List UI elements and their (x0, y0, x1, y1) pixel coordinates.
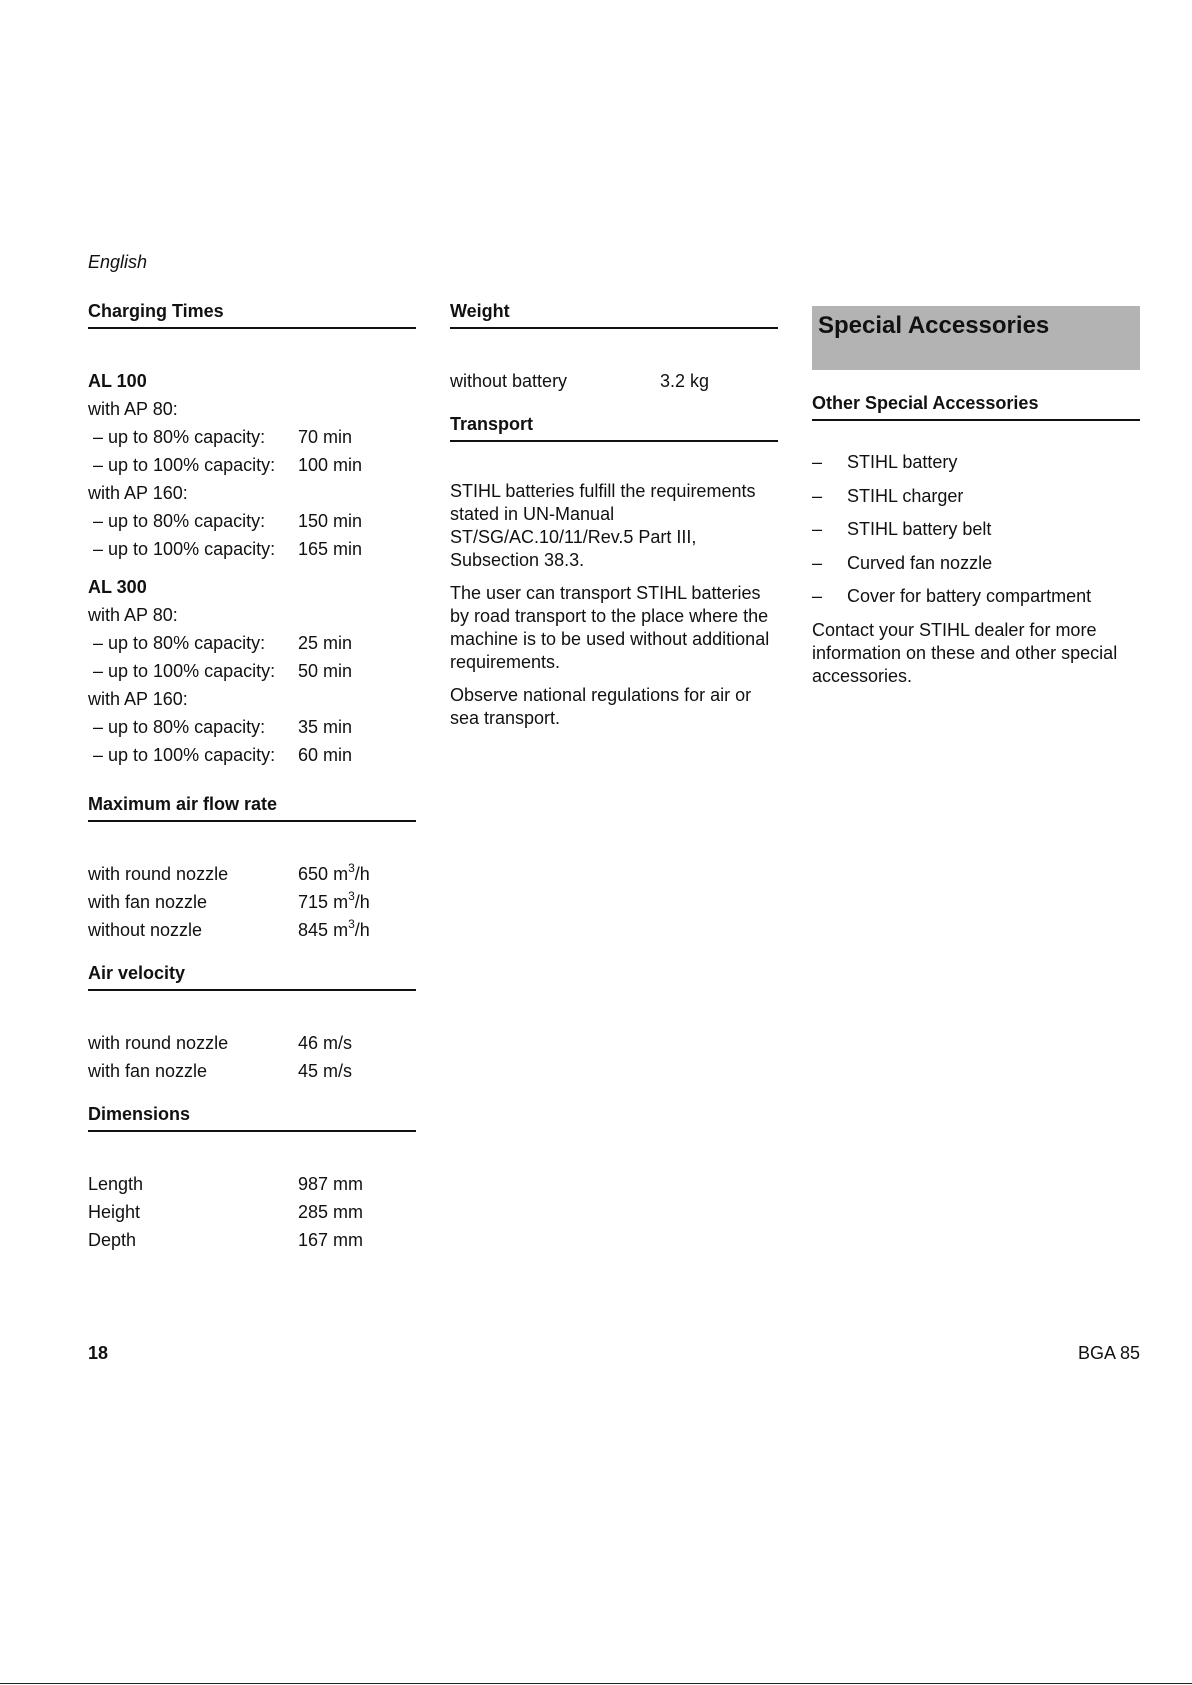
velocity-value: 45 m/s (298, 1061, 353, 1081)
dimension-value: 285 mm (298, 1202, 364, 1222)
airflow-heading: Maximum air flow rate (88, 793, 416, 822)
charging-label: with AP 160: (88, 483, 188, 503)
model-name: BGA 85 (1077, 1343, 1140, 1363)
charging-row (88, 423, 416, 451)
charging-value: 70 min (298, 427, 353, 447)
airflow-number: 845 (298, 920, 329, 940)
airflow-table (88, 860, 416, 944)
charging-label: – up to 100% capacity: (93, 745, 276, 765)
transport-paragraph: STIHL batteries fulfill the requirements stated in UN-Manual ST/SG/AC.10/11/Rev.5 Part III, Subsection 38.3. (450, 481, 756, 570)
accessory-item (812, 518, 1140, 540)
unit-base: m (333, 920, 349, 940)
dash-bullet: – (812, 485, 823, 506)
charging-row (88, 507, 416, 535)
accessory-label: STIHL charger (847, 485, 964, 506)
accessory-label: STIHL battery (847, 452, 958, 472)
unit-tail: /h (354, 892, 370, 912)
accessory-item (812, 552, 1140, 574)
weight-label: without battery (450, 371, 568, 391)
charging-row (88, 685, 416, 713)
transport-text (450, 480, 778, 730)
velocity-table (88, 1029, 416, 1085)
unit-exponent: 3 (348, 889, 355, 903)
dimension-row (88, 1170, 416, 1198)
airflow-value (298, 888, 370, 916)
charging-row (88, 601, 416, 629)
charging-label: – up to 80% capacity: (93, 511, 266, 531)
charging-value: 25 min (298, 633, 353, 653)
dimensions-heading: Dimensions (88, 1103, 416, 1132)
velocity-value: 46 m/s (298, 1033, 353, 1053)
airflow-number: 715 (298, 892, 329, 912)
column-middle (450, 300, 778, 740)
column-left (88, 300, 416, 1254)
charging-row (88, 741, 416, 769)
charging-value: 50 min (298, 661, 353, 681)
unit-tail: /h (354, 920, 370, 940)
charging-value: 100 min (298, 455, 363, 475)
charging-row (88, 629, 416, 657)
model-heading: AL 300 (88, 577, 147, 597)
column-right (812, 300, 1140, 698)
charging-label: with AP 160: (88, 689, 188, 709)
unit-exponent: 3 (348, 917, 355, 931)
dimension-label: Depth (88, 1230, 137, 1250)
accessory-item (812, 485, 1140, 507)
dimension-row (88, 1226, 416, 1254)
unit-exponent: 3 (348, 861, 355, 875)
unit-base: m (333, 892, 349, 912)
airflow-value (298, 860, 370, 888)
charging-label: – up to 80% capacity: (93, 427, 266, 447)
charging-label: – up to 100% capacity: (93, 455, 276, 475)
velocity-heading: Air velocity (88, 962, 416, 991)
special-accessories-banner: Special Accessories (812, 306, 1140, 370)
charging-label: – up to 80% capacity: (93, 717, 266, 737)
airflow-row (88, 916, 416, 944)
airflow-number: 650 (298, 864, 329, 884)
charging-row (88, 451, 416, 479)
velocity-row (88, 1029, 416, 1057)
airflow-label: with fan nozzle (88, 892, 208, 912)
other-accessories-heading: Other Special Accessories (812, 392, 1140, 421)
accessory-item (812, 451, 1140, 473)
transport-heading: Transport (450, 413, 778, 442)
bottom-rule (0, 1683, 1192, 1684)
accessory-list (812, 451, 1140, 607)
charging-row (88, 713, 416, 741)
dimension-row (88, 1198, 416, 1226)
airflow-label: with round nozzle (88, 864, 229, 884)
unit-tail: /h (354, 864, 370, 884)
dimension-label: Length (88, 1174, 144, 1194)
velocity-label: with fan nozzle (88, 1061, 208, 1081)
group-gap (88, 563, 416, 573)
airflow-label: without nozzle (88, 920, 203, 940)
airflow-row (88, 860, 416, 888)
dealer-note: Contact your STIHL dealer for more information on these and other special accessories. (812, 619, 1118, 686)
accessory-label: Curved fan nozzle (847, 552, 993, 573)
unit-base: m (333, 864, 349, 884)
airflow-row (88, 888, 416, 916)
dash-bullet: – (812, 519, 823, 539)
charging-value: 35 min (298, 717, 353, 737)
charging-row (88, 657, 416, 685)
charging-value: 60 min (298, 745, 353, 765)
dash-bullet: – (812, 552, 823, 573)
dash-bullet: – (812, 586, 823, 606)
accessory-label: STIHL battery belt (847, 519, 992, 539)
charging-row (88, 479, 416, 507)
dimension-value: 167 mm (298, 1230, 364, 1250)
charging-label: – up to 100% capacity: (93, 661, 276, 681)
page-number: 18 (88, 1343, 109, 1363)
charging-label: – up to 80% capacity: (93, 633, 266, 653)
charging-label: with AP 80: (88, 399, 178, 419)
transport-paragraph: Observe national regulations for air or sea transport. (450, 685, 752, 728)
language-label: English (88, 252, 148, 272)
dimension-value: 987 mm (298, 1174, 364, 1194)
model-heading: AL 100 (88, 371, 147, 391)
dimension-label: Height (88, 1202, 141, 1222)
dash-bullet: – (812, 452, 823, 472)
weight-heading: Weight (450, 300, 778, 329)
dimensions-table (88, 1170, 416, 1254)
transport-paragraph: The user can transport STIHL batteries by road transport to the place where the machine is to be used without additional requirements. (450, 583, 770, 672)
accessory-label: Cover for battery compartment (847, 586, 1092, 606)
velocity-label: with round nozzle (88, 1033, 229, 1053)
accessory-item (812, 585, 1140, 607)
charging-row (88, 535, 416, 563)
velocity-row (88, 1057, 416, 1085)
charging-times-groups (88, 367, 416, 769)
weight-value: 3.2 kg (660, 371, 710, 391)
charging-label: – up to 100% capacity: (93, 539, 276, 559)
charging-label: with AP 80: (88, 605, 178, 625)
airflow-value (298, 916, 370, 944)
charging-value: 165 min (298, 539, 363, 559)
charging-times-heading: Charging Times (88, 300, 416, 329)
charging-row (88, 395, 416, 423)
weight-row (450, 367, 778, 395)
charging-value: 150 min (298, 511, 363, 531)
